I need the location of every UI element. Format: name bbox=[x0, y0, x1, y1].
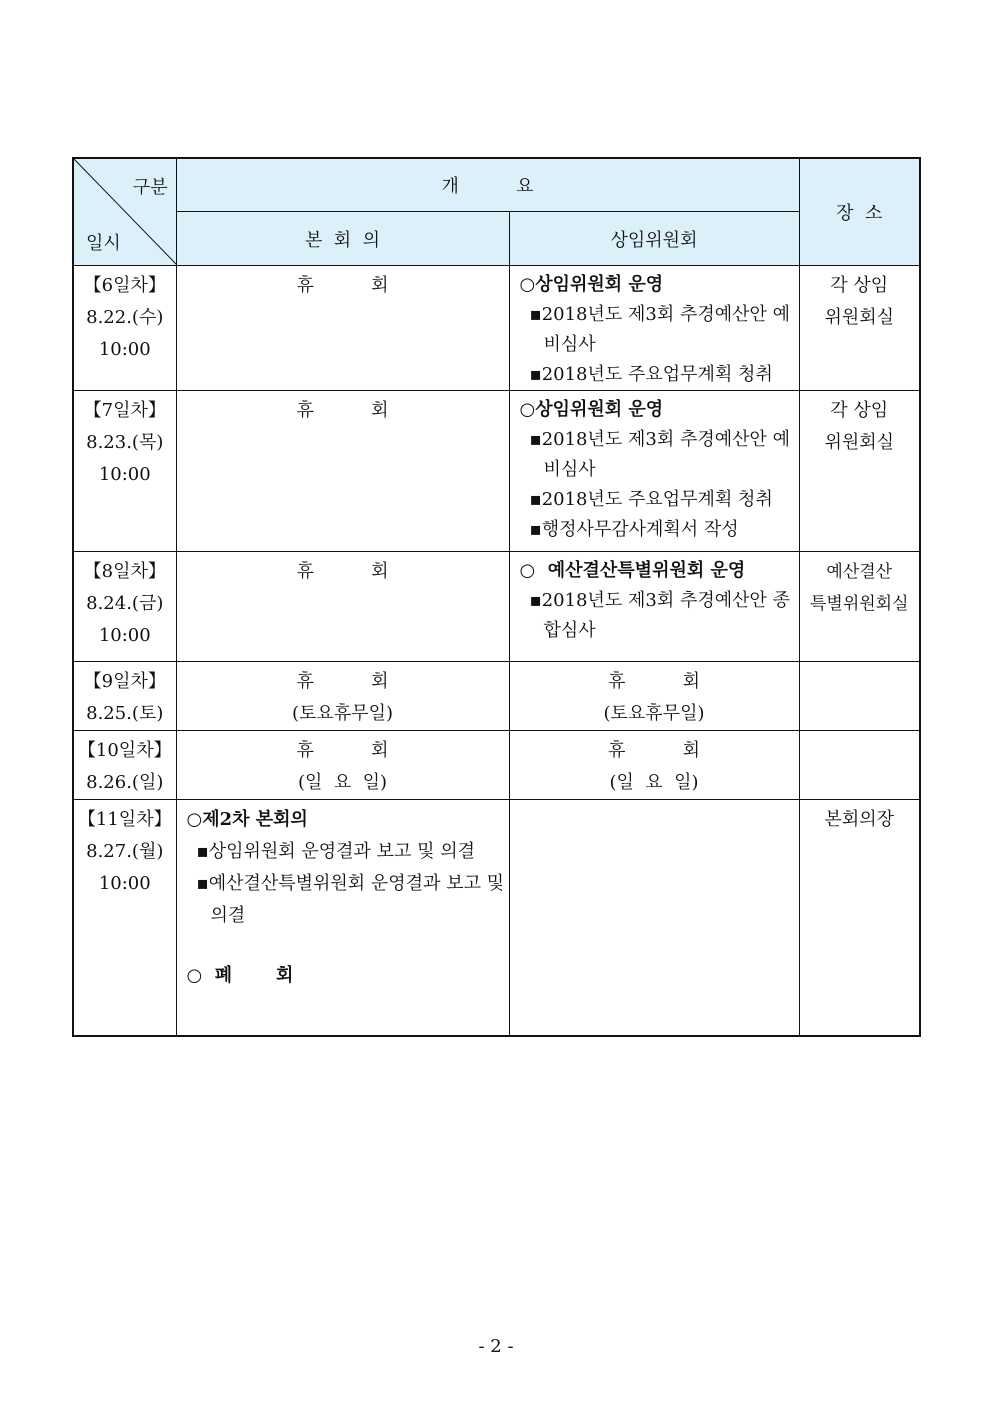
table-row bbox=[73, 552, 920, 662]
table-row bbox=[73, 391, 920, 552]
date-cell: 【6일차】 8.22.(수) 10:00 bbox=[73, 266, 176, 391]
page-number: - 2 - bbox=[478, 1336, 514, 1357]
header-plenary: 본 회 의 bbox=[176, 212, 509, 266]
plenary-cell: 휴 회 bbox=[176, 391, 509, 552]
committee-cell: 휴 회 (토요휴무일) bbox=[509, 662, 799, 731]
plenary-cell: 휴 회 (일 요 일) bbox=[176, 731, 509, 800]
committee-cell: ○상임위원회 운영 ▪2018년도 제3회 추경예산안 예비심사 ▪2018년도 주요업무계획 청취 bbox=[509, 266, 799, 391]
plenary-cell: 휴 회 bbox=[176, 266, 509, 391]
header-jangso: 장 소 bbox=[799, 158, 920, 266]
header-ilsi: 일시 bbox=[86, 233, 121, 254]
location-cell: 본회의장 bbox=[799, 800, 920, 1036]
committee-cell: 휴 회 (일 요 일) bbox=[509, 731, 799, 800]
table-row bbox=[73, 266, 920, 391]
header-gaeyo: 개 요 bbox=[176, 158, 799, 212]
committee-cell bbox=[509, 800, 799, 1036]
date-cell: 【9일차】 8.25.(토) bbox=[73, 662, 176, 731]
table-row bbox=[73, 731, 920, 800]
schedule-table bbox=[72, 157, 921, 1037]
location-cell bbox=[799, 662, 920, 731]
header-gubun: 구분 bbox=[132, 177, 168, 198]
plenary-cell: 휴 회 bbox=[176, 552, 509, 662]
location-cell: 각 상임 위원회실 bbox=[799, 266, 920, 391]
header-diagonal-cell bbox=[73, 158, 176, 266]
plenary-cell: ○제2차 본회의 ▪상임위원회 운영결과 보고 및 의결 ▪예산결산특별위원회 운영결과 보고 및 의결 ○ 폐 회 bbox=[176, 800, 509, 1036]
date-cell: 【8일차】 8.24.(금) 10:00 bbox=[73, 552, 176, 662]
plenary-cell: 휴 회 (토요휴무일) bbox=[176, 662, 509, 731]
date-cell: 【10일차】 8.26.(일) bbox=[73, 731, 176, 800]
location-cell bbox=[799, 731, 920, 800]
location-cell: 각 상임 위원회실 bbox=[799, 391, 920, 552]
header-committee: 상임위원회 bbox=[509, 212, 799, 266]
location-cell: 예산결산 특별위원회실 bbox=[799, 552, 920, 662]
committee-cell: ○ 예산결산특별위원회 운영 ▪2018년도 제3회 추경예산안 종합심사 bbox=[509, 552, 799, 662]
table-row bbox=[73, 800, 920, 1036]
date-cell: 【7일차】 8.23.(목) 10:00 bbox=[73, 391, 176, 552]
date-cell: 【11일차】 8.27.(월) 10:00 bbox=[73, 800, 176, 1036]
committee-cell: ○상임위원회 운영 ▪2018년도 제3회 추경예산안 예비심사 ▪2018년도 주요업무계획 청취 ▪행정사무감사계획서 작성 bbox=[509, 391, 799, 552]
table-row bbox=[73, 662, 920, 731]
